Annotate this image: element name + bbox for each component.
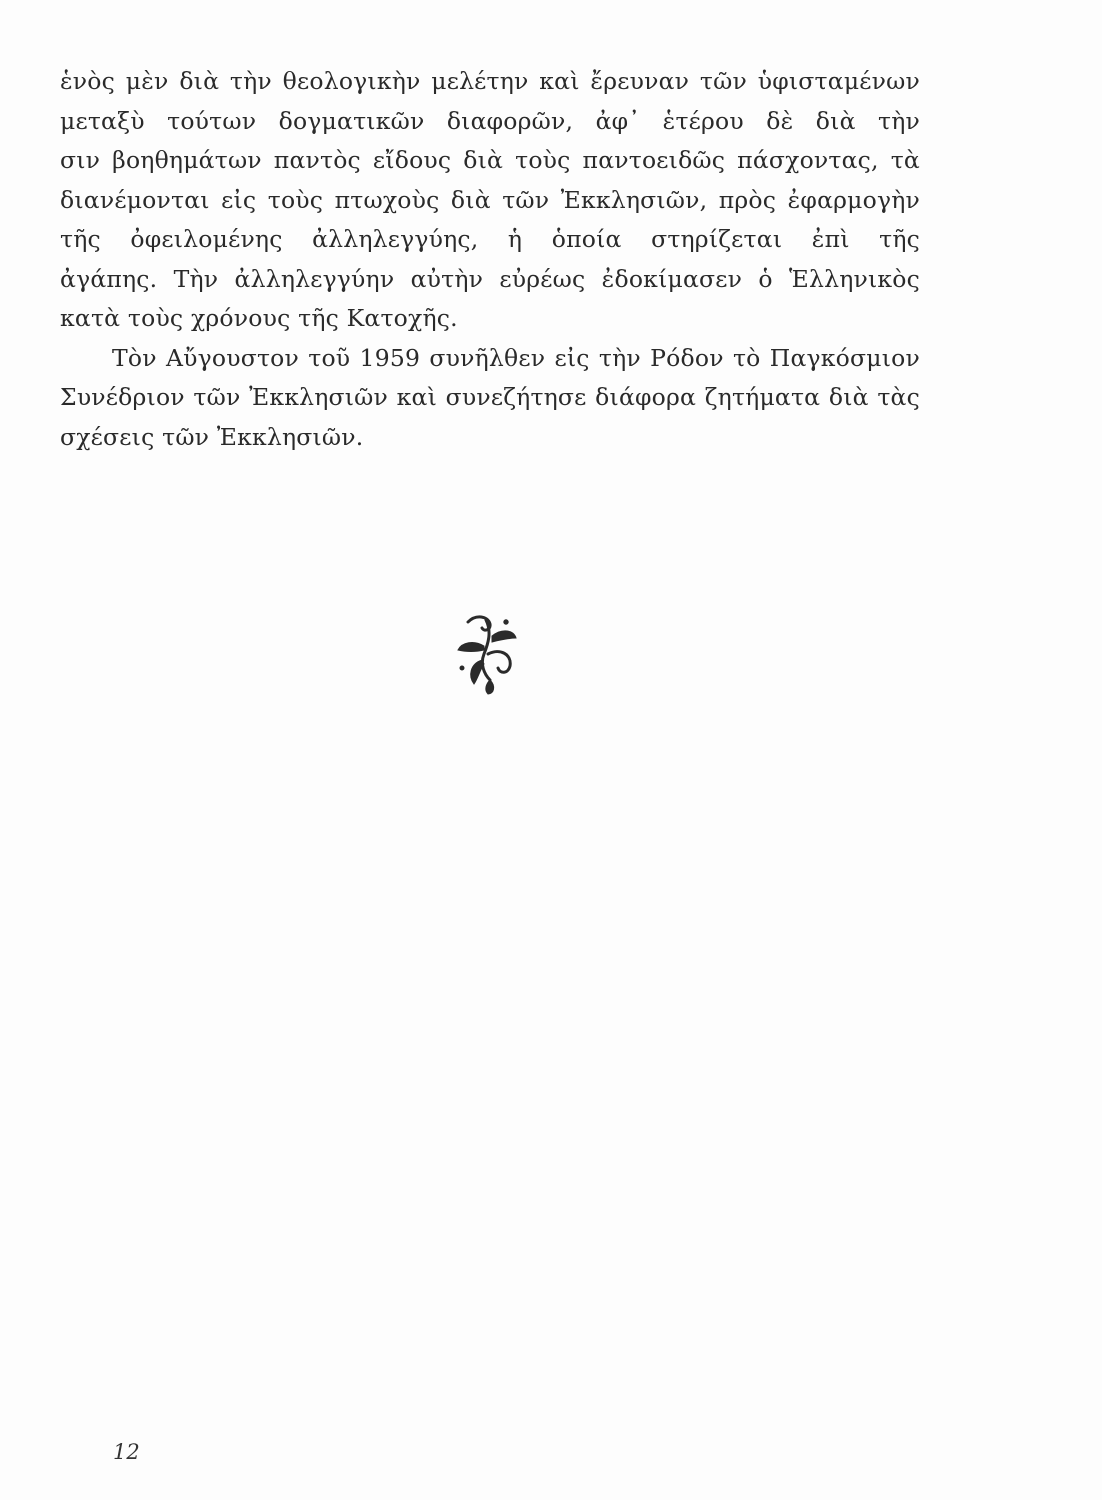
text-line: ἑνὸς μὲν διὰ τὴν θεολογικὴν μελέτην καὶ ἔρευναν τῶν ὑφισταμένων <box>60 67 920 95</box>
text-line: διανέμονται εἰς τοὺς πτωχοὺς διὰ τῶν Ἐκκλησιῶν, πρὸς ἐφαρμογὴν <box>60 185 920 214</box>
text-line: σχέσεις τῶν Ἐκκλησιῶν. <box>60 422 364 451</box>
text-line: τῆς ὀφειλομένης ἀλληλεγγύης, ἡ ὁποία στηρίζεται ἐπὶ τῆς <box>60 225 920 253</box>
paragraph-2 <box>60 339 920 458</box>
text-line: Συνέδριον τῶν Ἐκκλησιῶν καὶ συνεζήτησε διάφορα ζητήματα διὰ τὰς <box>60 383 920 411</box>
text-line: ἀγάπης. Τὴν ἀλληλεγγύην αὐτὴν εὐρέως ἐδοκίμασεν ὁ Ἑλληνικὸς <box>60 264 920 293</box>
body-text <box>60 62 920 457</box>
floral-ornament-icon <box>448 608 528 698</box>
page-number: 12 <box>113 1440 140 1464</box>
text-line: μεταξὺ τούτων δογματικῶν διαφορῶν, ἀφ᾽ ἑτέρου δὲ διὰ τὴν <box>60 106 920 135</box>
text-line: σιν βοηθημάτων παντὸς εἴδους διὰ τοὺς παντοειδῶς πάσχοντας, τὰ <box>60 146 920 174</box>
text-line: Τὸν Αὔγουστον τοῦ 1959 συνῆλθεν εἰς τὴν Ρόδον τὸ Παγκόσμιον <box>112 343 920 372</box>
paragraph-1 <box>60 62 920 339</box>
text-line: κατὰ τοὺς χρόνους τῆς Κατοχῆς. <box>60 304 458 332</box>
